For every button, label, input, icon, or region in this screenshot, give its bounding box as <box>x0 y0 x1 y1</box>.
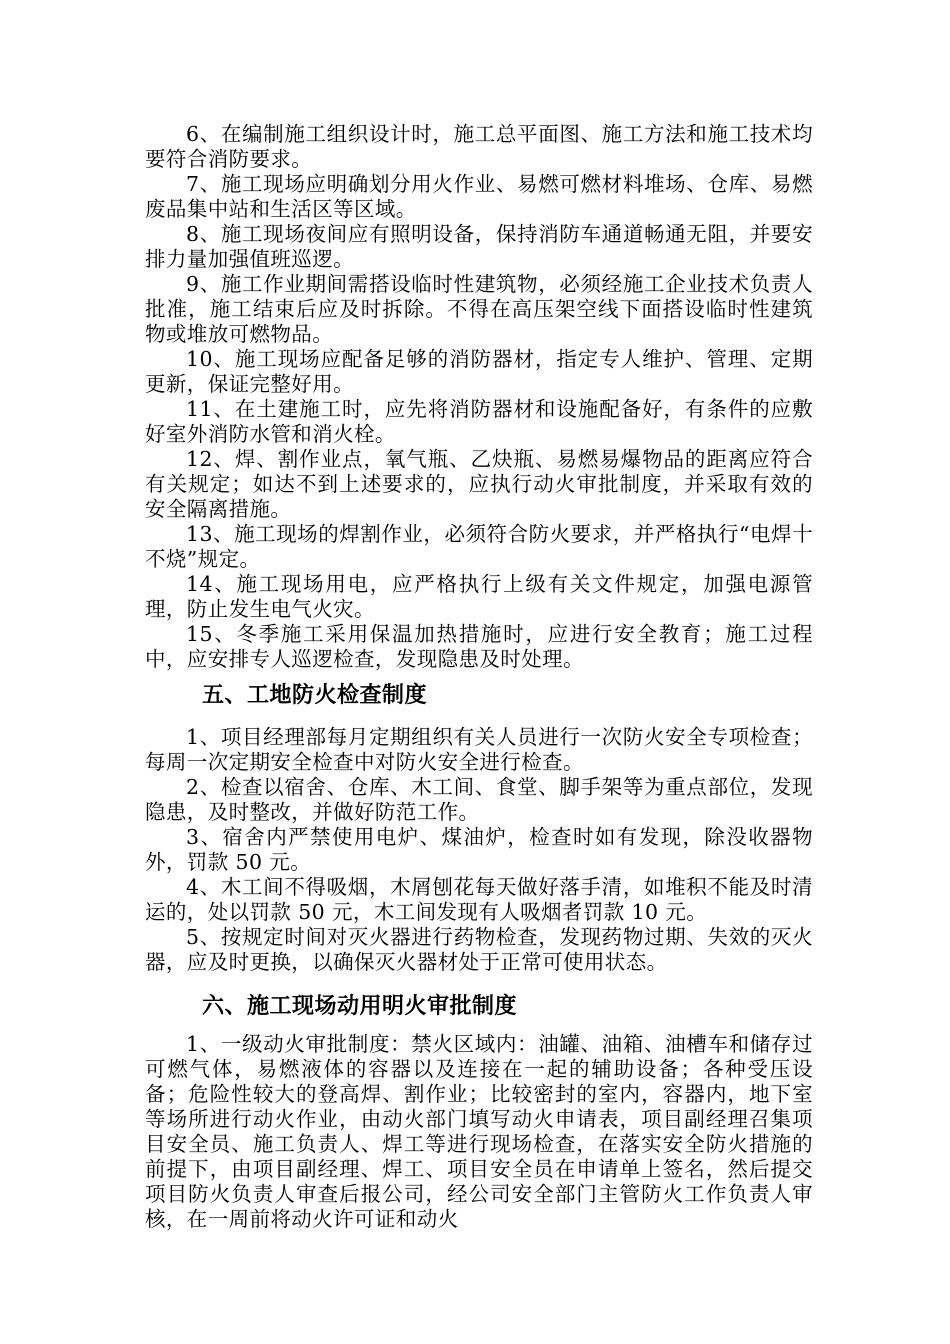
item-8: 8、施工现场夜间应有照明设备，保持消防车通道畅通无阻，并要安排力量加强值班巡逻。 <box>145 222 813 271</box>
section-5-item-4: 4、木工间不得吸烟，木屑刨花每天做好落手清，如堆积不能及时清运的，处以罚款 50 元，木工间发现有人吸烟者罚款 10 元。 <box>145 875 813 924</box>
section-6-item-1: 1、一级动火审批制度：禁火区域内：油罐、油箱、油槽车和储存过可燃气体，易燃液体的容器以及连接在一起的辅助设备；各种受压设备；危险性较大的登高焊、割作业；比较密封的室内，容器内，地下室等场所进行动火作业，由动火部门填写动火申请表，项目副经理召集项目安全员、施工负责人、焊工等进行现场检查，在落实安全防火措施的前提下，由项目副经理、焊工、项目安全员在申请单上签名，然后提交项目防火负责人审查后报公司，经公司安全部门主管防火工作负责人审核，在一周前将动火许可证和动火 <box>145 1032 813 1231</box>
section-5-item-1: 1、项目经理部每月定期组织有关人员进行一次防火安全专项检查；每周一次定期安全检查中对防火安全进行检查。 <box>145 725 813 774</box>
item-6: 6、在编制施工组织设计时，施工总平面图、施工方法和施工技术均要符合消防要求。 <box>145 122 813 171</box>
item-7: 7、施工现场应明确划分用火作业、易燃可燃材料堆场、仓库、易燃废品集中站和生活区等区域。 <box>145 172 813 221</box>
item-14: 14、施工现场用电，应严格执行上级有关文件规定，加强电源管理，防止发生电气火灾。 <box>145 572 813 621</box>
section-5-item-5: 5、按规定时间对灭火器进行药物检查，发现药物过期、失效的灭火器，应及时更换，以确保灭火器材处于正常可使用状态。 <box>145 925 813 974</box>
section-6-heading: 六、施工现场动用明火审批制度 <box>202 994 518 1019</box>
item-15: 15、冬季施工采用保温加热措施时，应进行安全教育；施工过程中，应安排专人巡逻检查，发现隐患及时处理。 <box>145 622 813 671</box>
item-9: 9、施工作业期间需搭设临时性建筑物，必须经施工企业技术负责人批准，施工结束后应及时拆除。不得在高压架空线下面搭设临时性建筑物或堆放可燃物品。 <box>145 272 813 346</box>
item-13: 13、施工现场的焊割作业，必须符合防火要求，并严格执行“电焊十不烧”规定。 <box>145 522 813 571</box>
section-5-item-2: 2、检查以宿舍、仓库、木工间、食堂、脚手架等为重点部位，发现隐患，及时整改，并做好防范工作。 <box>145 775 813 824</box>
section-5-item-3: 3、宿舍内严禁使用电炉、煤油炉，检查时如有发现，除没收器物外，罚款 50 元。 <box>145 825 813 874</box>
item-10: 10、施工现场应配备足够的消防器材，指定专人维护、管理、定期更新，保证完整好用。 <box>145 347 813 396</box>
item-12: 12、焊、割作业点，氧气瓶、乙炔瓶、易燃易爆物品的距离应符合有关规定；如达不到上述要求的，应执行动火审批制度，并采取有效的安全隔离措施。 <box>145 447 813 521</box>
section-5-heading: 五、工地防火检查制度 <box>202 683 428 708</box>
document-page <box>145 122 813 1232</box>
item-11: 11、在土建施工时，应先将消防器材和设施配备好，有条件的应敷好室外消防水管和消火栓。 <box>145 397 813 446</box>
